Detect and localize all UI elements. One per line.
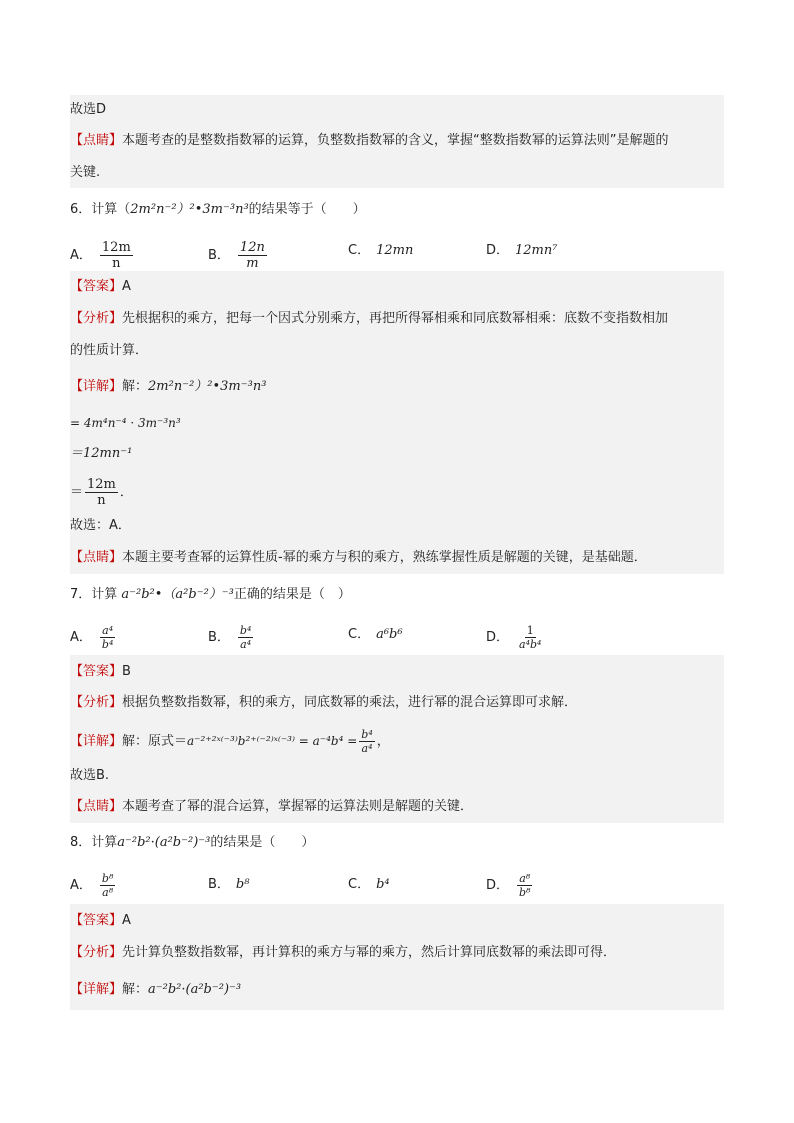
step-suffix: ． — [119, 485, 133, 500]
denominator: b⁸ — [519, 886, 531, 899]
q7-analysis — [70, 693, 724, 713]
q7-conclusion: 故选B. — [70, 768, 110, 783]
q8-expression: a⁻²b²·(a²b⁻²)⁻³ — [117, 835, 211, 850]
option-label: A． — [70, 248, 92, 263]
q7-number: 7．计算 — [70, 587, 122, 602]
comment-text: 本题考查了幂的混合运算，掌握幂的运算法则是解题的关键． — [122, 799, 474, 814]
numerator: 12n — [239, 240, 265, 255]
option-label: C． — [348, 627, 371, 642]
comment-tag: 【点睛】 — [70, 133, 123, 148]
comment-text: 本题主要考查幂的运算性质-幂的乘方与积的乘方，熟练掌握性质是解题的关键，是基础题． — [122, 550, 647, 565]
q7-option-c[interactable] — [348, 625, 403, 645]
q6-analysis-cont: 的性质计算． — [70, 343, 149, 358]
q6-stem — [70, 200, 724, 220]
option-label: A． — [70, 630, 92, 645]
fraction — [238, 624, 253, 651]
q8-option-b[interactable] — [208, 875, 249, 895]
fraction — [100, 240, 133, 271]
comment-text: 本题考查的是整数指数幂的运算，负整数指数幂的含义，掌握“整数指数幂的运算法则”是解题的 — [122, 133, 669, 148]
detail-tag: 【详解】 — [70, 982, 123, 997]
q6-answer — [70, 277, 724, 297]
detail-prefix: 解：原式＝ — [122, 734, 188, 749]
q6-option-a[interactable] — [70, 240, 135, 271]
option-label: C． — [348, 877, 371, 892]
detail-tag: 【详解】 — [70, 379, 123, 394]
denominator: a⁴b⁴ — [519, 638, 542, 651]
fraction — [517, 624, 543, 651]
q8-option-c[interactable] — [348, 875, 390, 895]
denominator: n — [97, 493, 106, 508]
q5-comment — [70, 131, 724, 151]
denominator: a⁴ — [240, 638, 252, 651]
option-label: D． — [486, 878, 510, 893]
q7-option-b[interactable] — [208, 624, 255, 651]
denominator: n — [112, 256, 121, 271]
q6-stem-suffix: 的结果等于（ ） — [248, 202, 366, 217]
option-value: 12mn⁷ — [515, 243, 558, 258]
q8-number: 8．计算 — [70, 835, 118, 850]
q6-step-1: = 4m⁴n⁻⁴ · 3m⁻³n³ — [70, 416, 181, 430]
q7-detail — [70, 726, 724, 757]
option-label: B． — [208, 877, 230, 892]
answer-value: A — [122, 279, 131, 294]
answer-tag: 【答案】 — [70, 279, 123, 294]
fraction — [517, 872, 532, 899]
numerator: b⁴ — [361, 728, 373, 741]
fraction — [100, 872, 115, 899]
analysis-text: 先计算负整数指数幂，再计算积的乘方与幂的乘方，然后计算同底数幂的乘法即可得． — [122, 945, 617, 960]
numerator: a⁴ — [102, 624, 114, 637]
q8-detail — [70, 980, 724, 1000]
q5-conclusion: 故选D — [70, 102, 107, 117]
fraction — [100, 624, 115, 651]
q7-comment — [70, 797, 724, 817]
option-value: b⁸ — [235, 877, 250, 892]
q8-answer — [70, 911, 724, 931]
option-label: B． — [208, 630, 230, 645]
numerator: b⁸ — [101, 872, 114, 885]
q7-option-a[interactable] — [70, 624, 117, 651]
q7-answer — [70, 662, 724, 682]
q6-comment — [70, 548, 724, 568]
q8-option-d[interactable] — [486, 872, 534, 899]
q6-option-c[interactable] — [348, 241, 413, 261]
analysis-tag: 【分析】 — [70, 945, 123, 960]
step-expression: ＝12mn⁻¹ — [70, 446, 133, 461]
fraction — [238, 240, 267, 271]
denominator: a⁴ — [361, 742, 373, 755]
fraction — [359, 728, 374, 755]
comment-tag: 【点睛】 — [70, 799, 123, 814]
fraction — [85, 477, 118, 508]
detail-prefix: 解： — [122, 379, 149, 394]
detail-prefix: 解： — [122, 982, 149, 997]
option-label: B． — [208, 248, 230, 263]
option-value: a⁶b⁶ — [376, 627, 403, 642]
analysis-tag: 【分析】 — [70, 311, 123, 326]
analysis-tag: 【分析】 — [70, 695, 123, 710]
option-value: 12mn — [376, 243, 414, 258]
detail-expression: a⁻²⁺²ˣ⁽⁻³⁾b²⁺⁽⁻²⁾ˣ⁽⁻³⁾ = a⁻⁴b⁴ = — [187, 734, 358, 748]
option-label: D． — [486, 630, 510, 645]
q6-number: 6．计算（ — [70, 202, 131, 217]
option-label: A． — [70, 878, 92, 893]
q8-stem-suffix: 的结果是（ ） — [210, 835, 315, 850]
answer-tag: 【答案】 — [70, 913, 123, 928]
option-label: C． — [348, 243, 371, 258]
option-value: b⁴ — [376, 877, 390, 892]
q8-option-a[interactable] — [70, 872, 117, 899]
q6-expression: 2m²n⁻²）²•3m⁻³n³ — [130, 202, 249, 217]
q6-option-b[interactable] — [208, 240, 269, 271]
comment-tag: 【点睛】 — [70, 550, 123, 565]
denominator: m — [246, 256, 259, 271]
detail-expression: a⁻²b²·(a²b⁻²)⁻³ — [148, 982, 242, 997]
denominator: b⁴ — [101, 638, 114, 651]
analysis-text: 先根据积的乘方，把每一个因式分别乘方，再把所得幂相乘和同底数幂相乘：底数不变指数相加 — [122, 311, 669, 326]
q7-expression: a⁻²b²•（a²b⁻²）⁻³ — [121, 587, 234, 602]
answer-value: A — [122, 913, 131, 928]
detail-suffix: ， — [376, 734, 390, 749]
numerator: 12m — [101, 240, 131, 255]
step-prefix: ＝ — [70, 485, 84, 500]
analysis-text: 根据负整数指数幂，积的乘方，同底数幂的乘法，进行幂的混合运算即可求解． — [122, 695, 578, 710]
numerator: b⁴ — [239, 624, 252, 637]
q5-comment-cont: 关键. — [70, 165, 101, 180]
q6-detail — [70, 377, 724, 397]
q6-step-2 — [70, 444, 724, 464]
q7-option-d[interactable] — [486, 624, 545, 651]
numerator: 12m — [87, 477, 116, 492]
q6-analysis — [70, 309, 724, 329]
answer-value: B — [122, 664, 131, 679]
q8-stem — [70, 833, 724, 853]
q6-option-d[interactable] — [486, 241, 557, 261]
q7-stem-suffix: 正确的结果是（ ） — [233, 587, 351, 602]
answer-tag: 【答案】 — [70, 664, 123, 679]
numerator: a⁸ — [519, 872, 531, 885]
detail-expression: 2m²n⁻²）²•3m⁻³n³ — [148, 379, 267, 394]
q6-conclusion: 故选：A． — [70, 518, 131, 533]
q7-stem — [70, 585, 724, 605]
option-label: D． — [486, 243, 510, 258]
q8-analysis — [70, 943, 724, 963]
denominator: a⁸ — [102, 886, 114, 899]
numerator: 1 — [526, 624, 534, 637]
q6-step-3 — [70, 477, 724, 509]
detail-tag: 【详解】 — [70, 734, 123, 749]
